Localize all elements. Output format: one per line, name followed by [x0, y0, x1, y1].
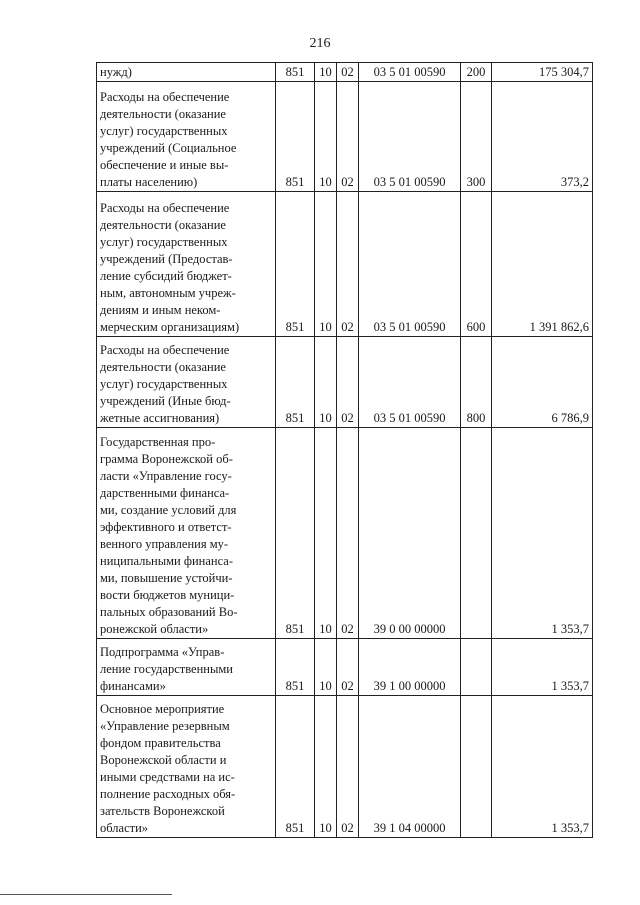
ministry-code: 851	[276, 639, 315, 696]
table-row	[97, 63, 593, 82]
table-row	[97, 696, 593, 838]
ministry-code: 851	[276, 696, 315, 838]
amount: 1 353,7	[492, 696, 593, 838]
expense-type-code: 300	[461, 82, 492, 192]
row-description: Государственная про- грамма Воронежской об- ласти «Управление госу- дарственными финанса- ми, создание условий для эффективного и ответст- венного управления му- ниципальными финанса- ми, повышение устойчи- вости бюджетов муници- пальных образований Во- ронежской области»	[97, 428, 276, 639]
subsection-code: 02	[337, 192, 359, 337]
ministry-code: 851	[276, 82, 315, 192]
amount: 6 786,9	[492, 337, 593, 428]
expense-type-code: 200	[461, 63, 492, 82]
expense-type-code	[461, 639, 492, 696]
row-description: Основное мероприятие «Управление резервным фондом правительства Воронежской области и иными средствами на ис- полнение расходных обя- зательств Воронежской области»	[97, 696, 276, 838]
budget-table	[96, 62, 593, 838]
table-row	[97, 82, 593, 192]
ministry-code: 851	[276, 337, 315, 428]
ministry-code: 851	[276, 63, 315, 82]
subsection-code: 02	[337, 639, 359, 696]
table-row	[97, 639, 593, 696]
expense-type-code	[461, 696, 492, 838]
amount: 1 353,7	[492, 639, 593, 696]
expense-type-code: 600	[461, 192, 492, 337]
section-code: 10	[315, 696, 337, 838]
target-article-code: 03 5 01 00590	[359, 192, 461, 337]
target-article-code: 39 1 04 00000	[359, 696, 461, 838]
row-description: Подпрограмма «Управ- ление государственными финансами»	[97, 639, 276, 696]
subsection-code: 02	[337, 82, 359, 192]
footnote-separator	[0, 894, 172, 895]
target-article-code: 03 5 01 00590	[359, 82, 461, 192]
target-article-code: 03 5 01 00590	[359, 337, 461, 428]
expense-type-code	[461, 428, 492, 639]
section-code: 10	[315, 192, 337, 337]
table-row	[97, 192, 593, 337]
row-description: Расходы на обеспечение деятельности (оказание услуг) государственных учреждений (Иные бюд- жетные ассигнования)	[97, 337, 276, 428]
subsection-code: 02	[337, 63, 359, 82]
amount: 373,2	[492, 82, 593, 192]
amount: 175 304,7	[492, 63, 593, 82]
table-row	[97, 428, 593, 639]
amount: 1 391 862,6	[492, 192, 593, 337]
row-description: Расходы на обеспечение деятельности (оказание услуг) государственных учреждений (Социальное обеспечение и иные вы- платы населению)	[97, 82, 276, 192]
amount: 1 353,7	[492, 428, 593, 639]
subsection-code: 02	[337, 337, 359, 428]
page-number: 216	[309, 36, 331, 51]
section-code: 10	[315, 82, 337, 192]
target-article-code: 39 1 00 00000	[359, 639, 461, 696]
row-description: Расходы на обеспечение деятельности (оказание услуг) государственных учреждений (Предостав- ление субсидий бюджет- ным, автономным учреж- дениям и иным неком- мерческим организациям)	[97, 192, 276, 337]
expense-type-code: 800	[461, 337, 492, 428]
section-code: 10	[315, 428, 337, 639]
section-code: 10	[315, 337, 337, 428]
subsection-code: 02	[337, 696, 359, 838]
section-code: 10	[315, 639, 337, 696]
target-article-code: 03 5 01 00590	[359, 63, 461, 82]
subsection-code: 02	[337, 428, 359, 639]
table-row	[97, 337, 593, 428]
ministry-code: 851	[276, 428, 315, 639]
target-article-code: 39 0 00 00000	[359, 428, 461, 639]
section-code: 10	[315, 63, 337, 82]
row-description: нужд)	[97, 63, 276, 82]
ministry-code: 851	[276, 192, 315, 337]
